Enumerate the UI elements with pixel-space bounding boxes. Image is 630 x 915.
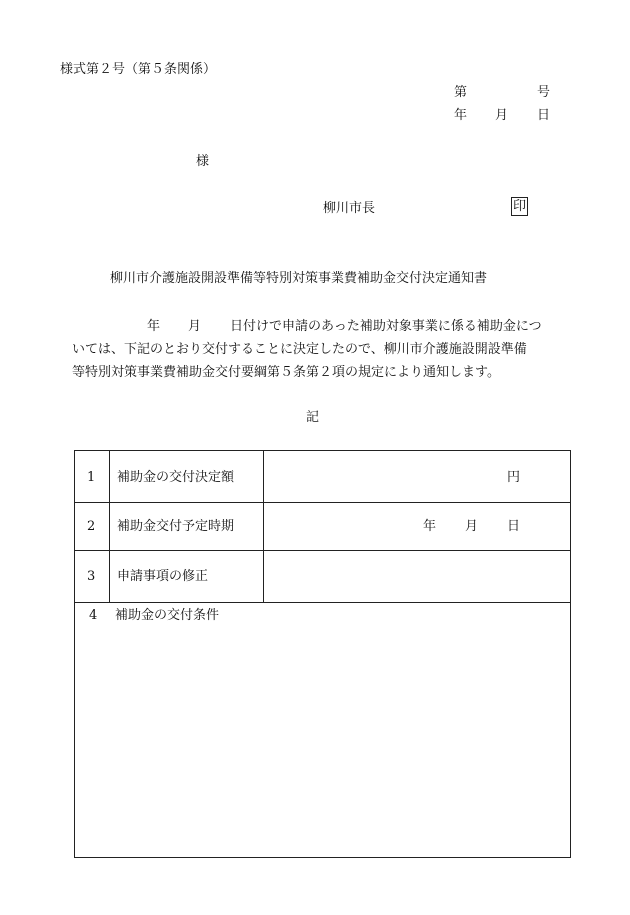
doc-number-suffix: 号 xyxy=(537,85,551,100)
row-2-year: 年 xyxy=(423,519,437,534)
conditions-label: 補助金の交付条件 xyxy=(115,608,220,623)
ki-marker: 記 xyxy=(306,410,320,425)
addressee-honorific: 様 xyxy=(196,154,210,169)
row-1-value: 円 xyxy=(507,470,521,485)
row-3-label: 申請事項の修正 xyxy=(117,569,209,584)
seal-mark: 印 xyxy=(512,199,526,214)
column-divider xyxy=(263,451,264,602)
row-1-label: 補助金の交付決定額 xyxy=(117,470,235,485)
row-2-number: 2 xyxy=(87,519,96,534)
body-month: 月 xyxy=(188,319,202,334)
details-table xyxy=(74,450,571,858)
date-month: 月 xyxy=(495,108,509,123)
body-line-3: 等特別対策事業費補助金交付要綱第５条第２項の規定により通知します。 xyxy=(72,365,500,380)
row-1-number: 1 xyxy=(87,470,96,485)
date-year: 年 xyxy=(454,108,468,123)
row-2-day: 日 xyxy=(507,519,521,534)
document-title: 柳川市介護施設開設準備等特別対策事業費補助金交付決定通知書 xyxy=(110,271,488,286)
body-line-1: 日付けで申請のあった補助対象事業に係る補助金につ xyxy=(230,319,542,334)
conditions-number: 4 xyxy=(89,608,98,623)
row-divider xyxy=(75,550,570,551)
body-line-2: いては、下記のとおり交付することに決定したので、柳川市介護施設開設準備 xyxy=(72,342,527,357)
issuer-name: 柳川市長 xyxy=(323,201,376,216)
body-paragraph xyxy=(72,320,562,380)
row-2-label: 補助金交付予定時期 xyxy=(117,519,235,534)
row-divider xyxy=(75,502,570,503)
column-divider xyxy=(109,451,110,602)
date-day: 日 xyxy=(537,108,551,123)
form-number: 様式第２号（第５条関係） xyxy=(60,62,217,77)
doc-number-prefix: 第 xyxy=(454,85,468,100)
row-3-number: 3 xyxy=(87,569,96,584)
body-year: 年 xyxy=(147,319,161,334)
row-2-month: 月 xyxy=(465,519,479,534)
row-divider xyxy=(75,602,570,603)
